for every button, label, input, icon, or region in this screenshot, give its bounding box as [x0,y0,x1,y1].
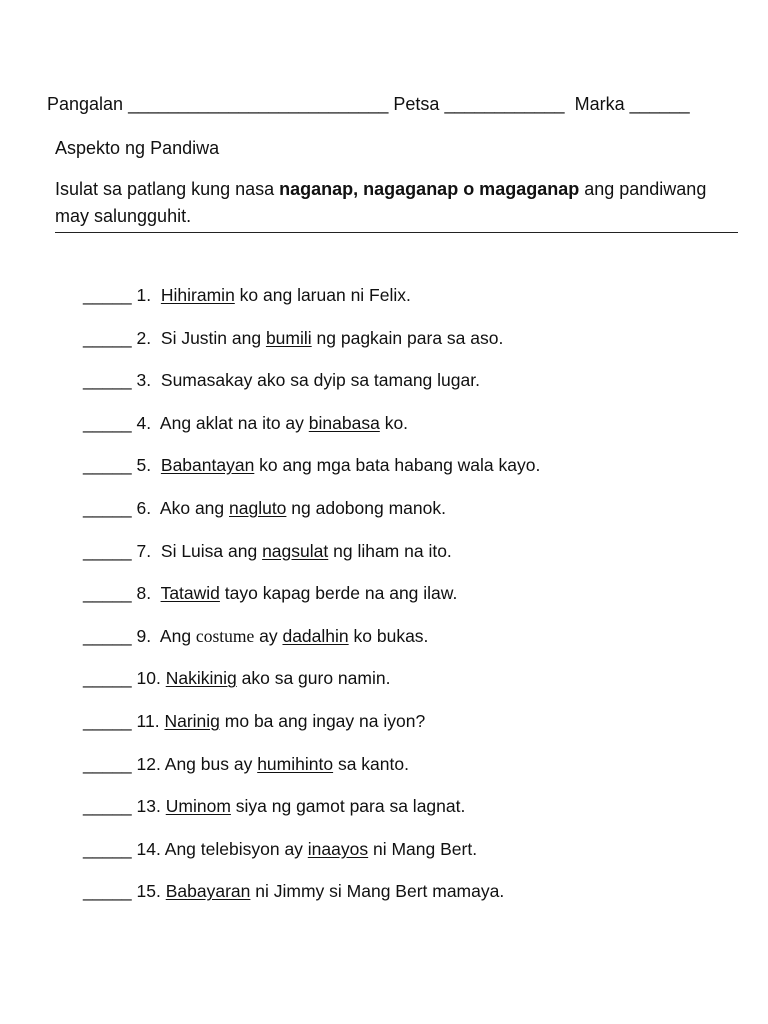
item-number: 10. [136,668,161,689]
sentence-text: ko ang laruan ni Felix. [234,285,411,305]
underlined-verb: Narinig [164,710,220,731]
underlined-verb: nagsulat [262,540,329,561]
item-number: 3. [136,370,152,391]
exercise-item [83,368,540,411]
sentence-text: tayo kapag berde na ang ilaw. [219,583,458,604]
sentence-text: ako sa guro namin. [236,668,391,689]
underlined-verb: Tatawid [160,583,220,604]
underlined-verb: Nakikinig [165,668,237,689]
item-number: 6. [136,497,152,518]
exercise-item [83,794,540,837]
sentence-text: Ang telebisyon ay [164,838,308,859]
sentence-text: Ako ang [159,497,229,518]
underlined-verb: Uminom [165,796,231,817]
item-number: 12. [136,753,161,774]
instructions-after: ang pandiwang may salungguhit. [55,179,707,226]
sentence-text: mo ba ang ingay na iyon? [219,710,426,731]
instructions-before: Isulat sa patlang kung nasa [55,179,280,199]
worksheet-title: Aspekto ng Pandiwa [55,138,220,158]
item-number: 5. [136,455,152,476]
exercise-item [83,879,540,922]
sentence-text: Si Luisa ang [160,540,263,561]
exercise-item [83,326,540,369]
answer-blank[interactable]: _____ [83,668,132,689]
answer-blank[interactable]: _____ [83,455,132,476]
exercise-item [83,496,540,539]
item-number: 4. [136,412,152,433]
sentence-text: Si Justin ang [160,327,266,348]
sentence-text: Ang aklat na ito ay [159,412,309,433]
score-blank[interactable]: ______ [629,94,690,114]
exercise-item [83,709,540,752]
score-label: Marka [574,94,625,114]
sentence-text: ko bukas. [348,625,429,646]
sentence-text: Ang [159,625,196,646]
name-label: Pangalan [47,94,124,114]
answer-blank[interactable]: _____ [83,285,132,305]
sentence-text: ng pagkain para sa aso. [311,327,504,348]
item-number: 1. [136,285,152,305]
item-number: 15. [136,881,161,902]
sentence-text: Ang bus ay [164,753,258,774]
item-number: 11. [136,710,160,731]
exercise-list [83,283,540,922]
exercise-item [83,581,540,624]
underlined-verb: binabasa [308,412,380,433]
answer-blank[interactable]: _____ [83,753,132,774]
answer-blank[interactable]: _____ [83,370,132,391]
item-number: 2. [136,327,152,348]
sentence-text: ay [254,625,283,646]
answer-blank[interactable]: _____ [83,540,132,561]
sentence-text: ni Jimmy si Mang Bert mamaya. [250,881,505,902]
exercise-item [83,752,540,795]
exercise-item [83,624,540,667]
underlined-verb: dadalhin [282,625,349,646]
answer-blank[interactable]: _____ [83,327,132,348]
underlined-verb: Babayaran [165,881,251,902]
answer-blank[interactable]: _____ [83,710,132,731]
exercise-item [83,411,540,454]
exercise-item [83,539,540,582]
answer-blank[interactable]: _____ [83,881,132,902]
sentence-text: ng adobong manok. [286,497,446,518]
sentence-text: ng liham na ito. [328,540,452,561]
underlined-verb: bumili [265,327,312,348]
underlined-verb: Babantayan [160,455,255,476]
answer-blank[interactable]: _____ [83,625,132,646]
exercise-item [83,453,540,496]
underlined-verb: inaayos [307,838,369,859]
date-blank[interactable]: ____________ [444,94,565,114]
exercise-item [83,837,540,880]
answer-blank[interactable]: _____ [83,796,132,817]
sentence-text: ko. [379,412,409,433]
sentence-text: Sumasakay ako sa dyip sa tamang lugar. [160,370,480,391]
sentence-text: siya ng gamot para sa lagnat. [230,796,466,817]
name-blank[interactable]: __________________________ [128,94,389,114]
answer-blank[interactable]: _____ [83,583,132,604]
header-row [47,94,690,115]
date-label: Petsa [393,94,440,114]
exercise-item [83,666,540,709]
exercise-item [83,283,540,326]
answer-blank[interactable]: _____ [83,412,132,433]
item-number: 7. [136,540,152,561]
sentence-text: sa kanto. [333,753,409,774]
divider-line [55,232,738,233]
answer-blank[interactable]: _____ [83,838,132,859]
item-number: 14. [136,838,161,859]
instructions [55,176,735,230]
underlined-verb: humihinto [257,753,334,774]
underlined-verb: nagluto [229,497,287,518]
sentence-text: ko ang mga bata habang wala kayo. [254,455,541,476]
item-number: 9. [136,625,152,646]
item-number: 13. [136,796,161,817]
sentence-text: ni Mang Bert. [368,838,478,859]
sentence-text-serif: costume [195,625,255,646]
item-number: 8. [136,583,152,604]
answer-blank[interactable]: _____ [83,497,132,518]
underlined-verb: Hihiramin [160,285,235,305]
instructions-bold: naganap, nagaganap o magaganap [279,179,580,199]
